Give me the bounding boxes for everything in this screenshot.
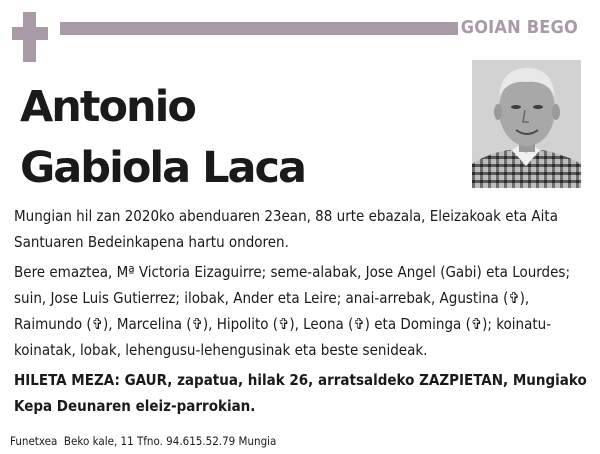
funeral-mass-paragraph: HILETA MEZA: GAUR, zapatua, hilak 26, arratsaldeko ZAZPIETAN, Mungiako Kepa Deunaren eleiz-parrokian.	[14, 371, 587, 415]
header-label: GOIAN BEGO	[460, 17, 578, 38]
obituary-text	[14, 203, 592, 423]
header-bar	[60, 22, 458, 35]
deceased-first-name: Antonio	[20, 82, 195, 132]
funeral-home-footer: Funetxea Beko kale, 11 Tfno. 94.615.52.79 Mungia	[10, 434, 277, 448]
cross-icon	[12, 12, 48, 62]
deceased-last-name: Gabiola Laca	[20, 143, 306, 193]
portrait-photo	[472, 60, 581, 188]
death-notice-paragraph: Mungian hil zan 2020ko abenduaren 23ean, 88 urte ebazala, Eleizakoak eta Aita Santuaren Bedeinkapena hartu ondoren.	[14, 207, 558, 251]
family-paragraph: Bere emaztea, Mª Victoria Eizaguirre; seme-alabak, Jose Angel (Gabi) eta Lourdes; suin, Jose Luis Gutierrez; ilobak, Ander eta Leire; anai-arrebak, Agustina (✞), Raimundo (✞), Marcelina (✞), Hipolito (✞), Leona (✞) eta Dominga (✞); koinatu-koinatak, lobak, lehengusu-lehengusinak eta beste senideak.	[14, 263, 571, 359]
